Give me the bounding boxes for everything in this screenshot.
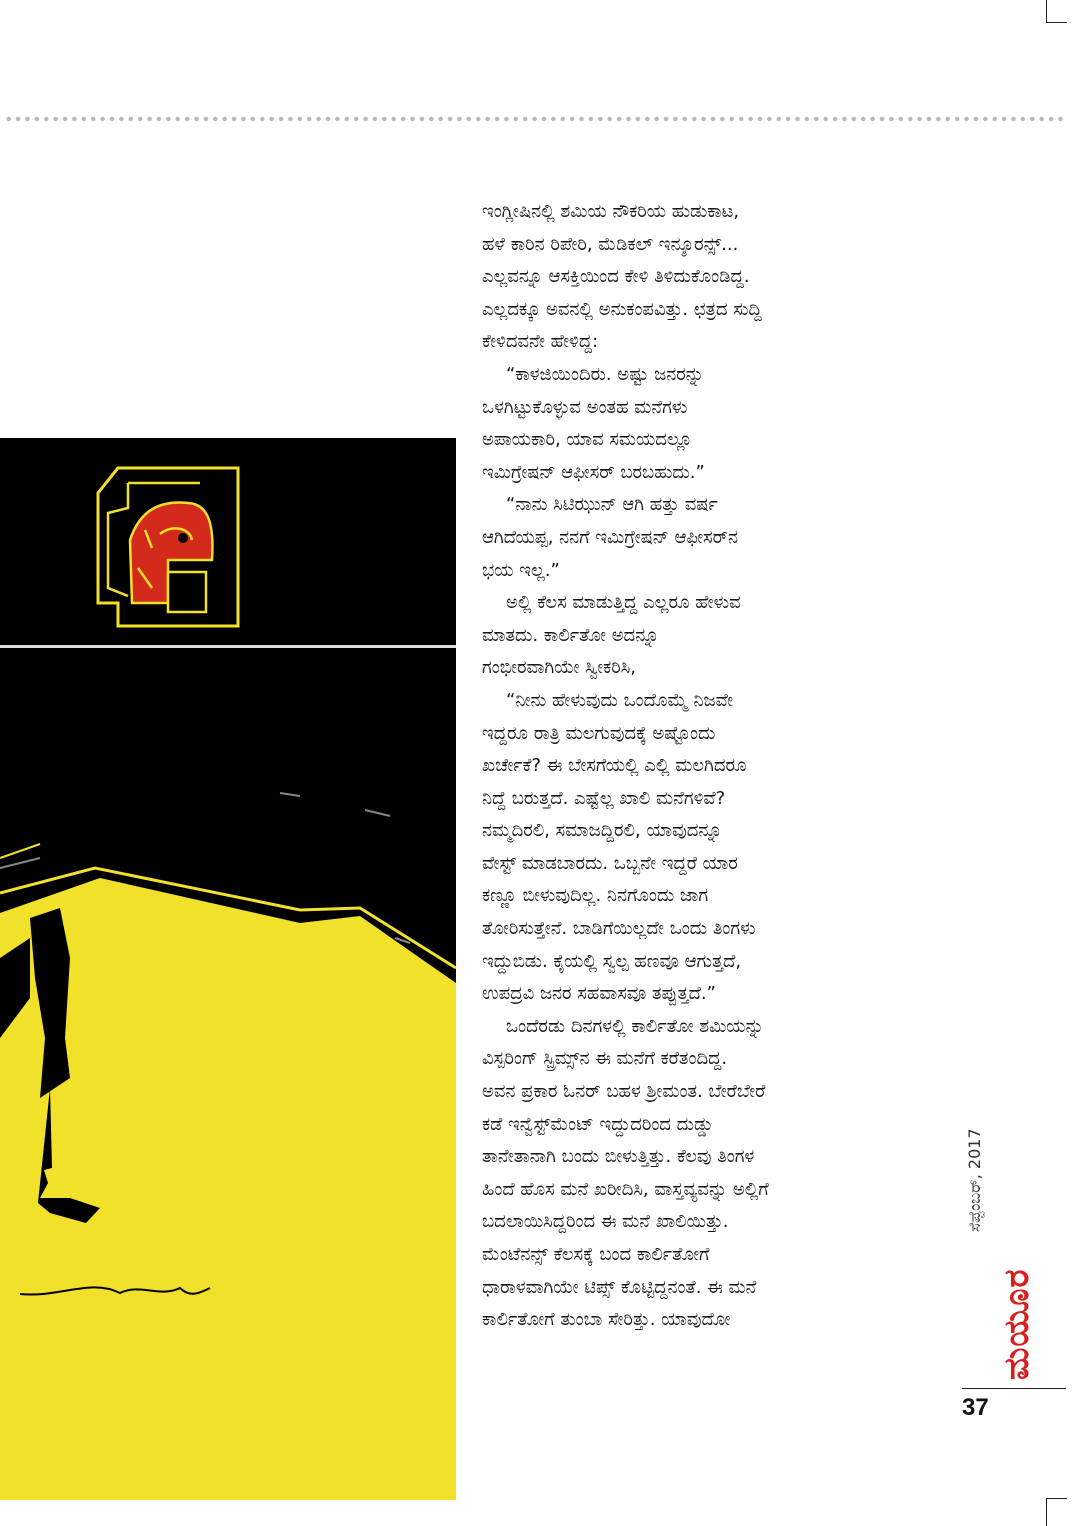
article-body bbox=[482, 196, 932, 1337]
magazine-logo: ಮಯೂರ bbox=[997, 1268, 1037, 1380]
paragraph: ಅಲ್ಲಿ ಕೆಲಸ ಮಾಡುತ್ತಿದ್ದ ಎಲ್ಲರೂ ಹೇಳುವ ಮಾತದು. ಕಾರ್ಲಿತೋ ಅದನ್ನೂ ಗಂಭೀರವಾಗಿಯೇ ಸ್ವೀಕರಿಸಿ, bbox=[482, 592, 741, 679]
dotted-divider bbox=[4, 116, 1066, 122]
paragraph: “ನೀನು ಹೇಳುವುದು ಒಂದೊಮ್ಮೆ ನಿಜವೇ ಇದ್ದರೂ ರಾತ್ರಿ ಮಲಗುವುದಕ್ಕೆ ಅಷ್ಟೊಂದು ಖರ್ಚೇಕೆ? ಈ ಬೇಸಗೆಯಲ್ಲಿ ಎಲ್ಲಿ ಮಲಗಿದರೂ ನಿದ್ದೆ ಬರುತ್ತದೆ. ಎಷ್ಟೆಲ್ಲ ಖಾಲಿ ಮನೆಗಳಿವೆ? ನಮ್ಮದಿರಲಿ, ಸಮಾಜದ್ದಿರಲಿ, ಯಾವುದನ್ನೂ ವೇಸ್ಟ್ ಮಾಡಬಾರದು. ಒಬ್ಬನೇ ಇದ್ದರೆ ಯಾರ ಕಣ್ಣೂ ಬೀಳುವುದಿಲ್ಲ. ನಿನಗೊಂದು ಜಾಗ ತೋರಿಸುತ್ತೇನೆ. ಬಾಡಿಗೆಯಿಲ್ಲದೇ ಒಂದು ತಿಂಗಳು ಇದ್ದುಬಿಡು. ಕೈಯಲ್ಲಿ ಸ್ವಲ್ಪ ಹಣವೂ ಆಗುತ್ತದೆ, ಉಪದ್ರವಿ ಜನರ ಸಹವಾಸವೂ ತಪ್ಪುತ್ತದೆ.” bbox=[482, 689, 756, 1005]
crop-mark-bottom-right bbox=[1046, 1498, 1067, 1526]
paragraph: “ಕಾಳಜಿಯಿಂದಿರು. ಅಷ್ಟು ಜನರನ್ನು ಒಳಗಿಟ್ಟುಕೊಳ್ಳುವ ಅಂತಹ ಮನೆಗಳು ಅಪಾಯಕಾರಿ, ಯಾವ ಸಮಯದಲ್ಲೂ ಇಮಿಗ್ರೇಷನ್ ಆಫೀಸರ್ ಬರಬಹುದು.” bbox=[482, 363, 705, 483]
issue-date: ಸೆಪ್ಟೆಂಬರ್, 2017 bbox=[965, 1128, 984, 1232]
paragraph: ಒಂದೆರಡು ದಿನಗಳಲ್ಲಿ ಕಾರ್ಲಿತೋ ಶಮಿಯನ್ನು ವಿಸ್ಪರಿಂಗ್ ಸ್ಪ್ರಿಮ್ಸ್‌ನ ಈ ಮನೆಗೆ ಕರೆತಂದಿದ್ದ. ಅವನ ಪ್ರಕಾರ ಓನರ್ ಬಹಳ ಶ್ರೀಮಂತ. ಬೇರೆಬೇರೆ ಕಡೆ ಇನ್ವೆಸ್ಟ್‌ಮೆಂಟ್ ಇದ್ದುದರಿಂದ ದುಡ್ಡು ತಾನೇತಾನಾಗಿ ಬಂದು ಬೀಳುತ್ತಿತ್ತು. ಕೆಲವು ತಿಂಗಳ ಹಿಂದೆ ಹೊಸ ಮನೆ ಖರೀದಿಸಿ, ವಾಸ್ತವ್ಯವನ್ನು ಅಲ್ಲಿಗೆ ಬದಲಾಯಿಸಿದ್ದರಿಂದ ಈ ಮನೆ ಖಾಲಿಯಿತ್ತು. ಮೆಂಟೆನನ್ಸ್ ಕೆಲಸಕ್ಕೆ ಬಂದ ಕಾರ್ಲಿತೋಗೆ ಧಾರಾಳವಾಗಿಯೇ ಟಿಪ್ಸ್ ಕೊಟ್ಟಿದ್ದನಂತೆ. ಈ ಮನೆ ಕಾರ್ಲಿತೋಗೆ ತುಂಬಾ ಸೇರಿತ್ತು. ಯಾವುದೋ bbox=[482, 1015, 769, 1331]
crop-mark-top-right bbox=[1046, 0, 1067, 23]
paragraph: ಇಂಗ್ಲೀಷಿನಲ್ಲಿ ಶಮಿಯ ನೌಕರಿಯ ಹುಡುಕಾಟ, ಹಳೆ ಕಾರಿನ ರಿಪೇರಿ, ಮೆಡಿಕಲ್ ಇನ್ಶೂರನ್ಸ್... ಎಲ್ಲವನ್ನೂ ಆಸಕ್ತಿಯಿಂದ ಕೇಳಿ ತಿಳಿದುಕೊಂಡಿದ್ದ. ಎಲ್ಲದಕ್ಕೂ ಅವನಲ್ಲಿ ಅನುಕಂಪವಿತ್ತು. ಛತ್ರದ ಸುದ್ದಿ ಕೇಳಿದವನೇ ಹೇಳಿದ್ದ: bbox=[482, 201, 762, 353]
illustration bbox=[0, 438, 456, 1500]
page-number-rule bbox=[962, 1388, 1066, 1389]
page-number: 37 bbox=[962, 1394, 989, 1421]
paragraph: “ನಾನು ಸಿಟಿಝುನ್ ಆಗಿ ಹತ್ತು ವರ್ಷ ಆಗಿದೆಯಪ್ಪ, ನನಗೆ ಇಮಿಗ್ರೇಷನ್ ಆಫೀಸರ್‌ನ ಭಯ ಇಲ್ಲ.” bbox=[482, 494, 738, 581]
